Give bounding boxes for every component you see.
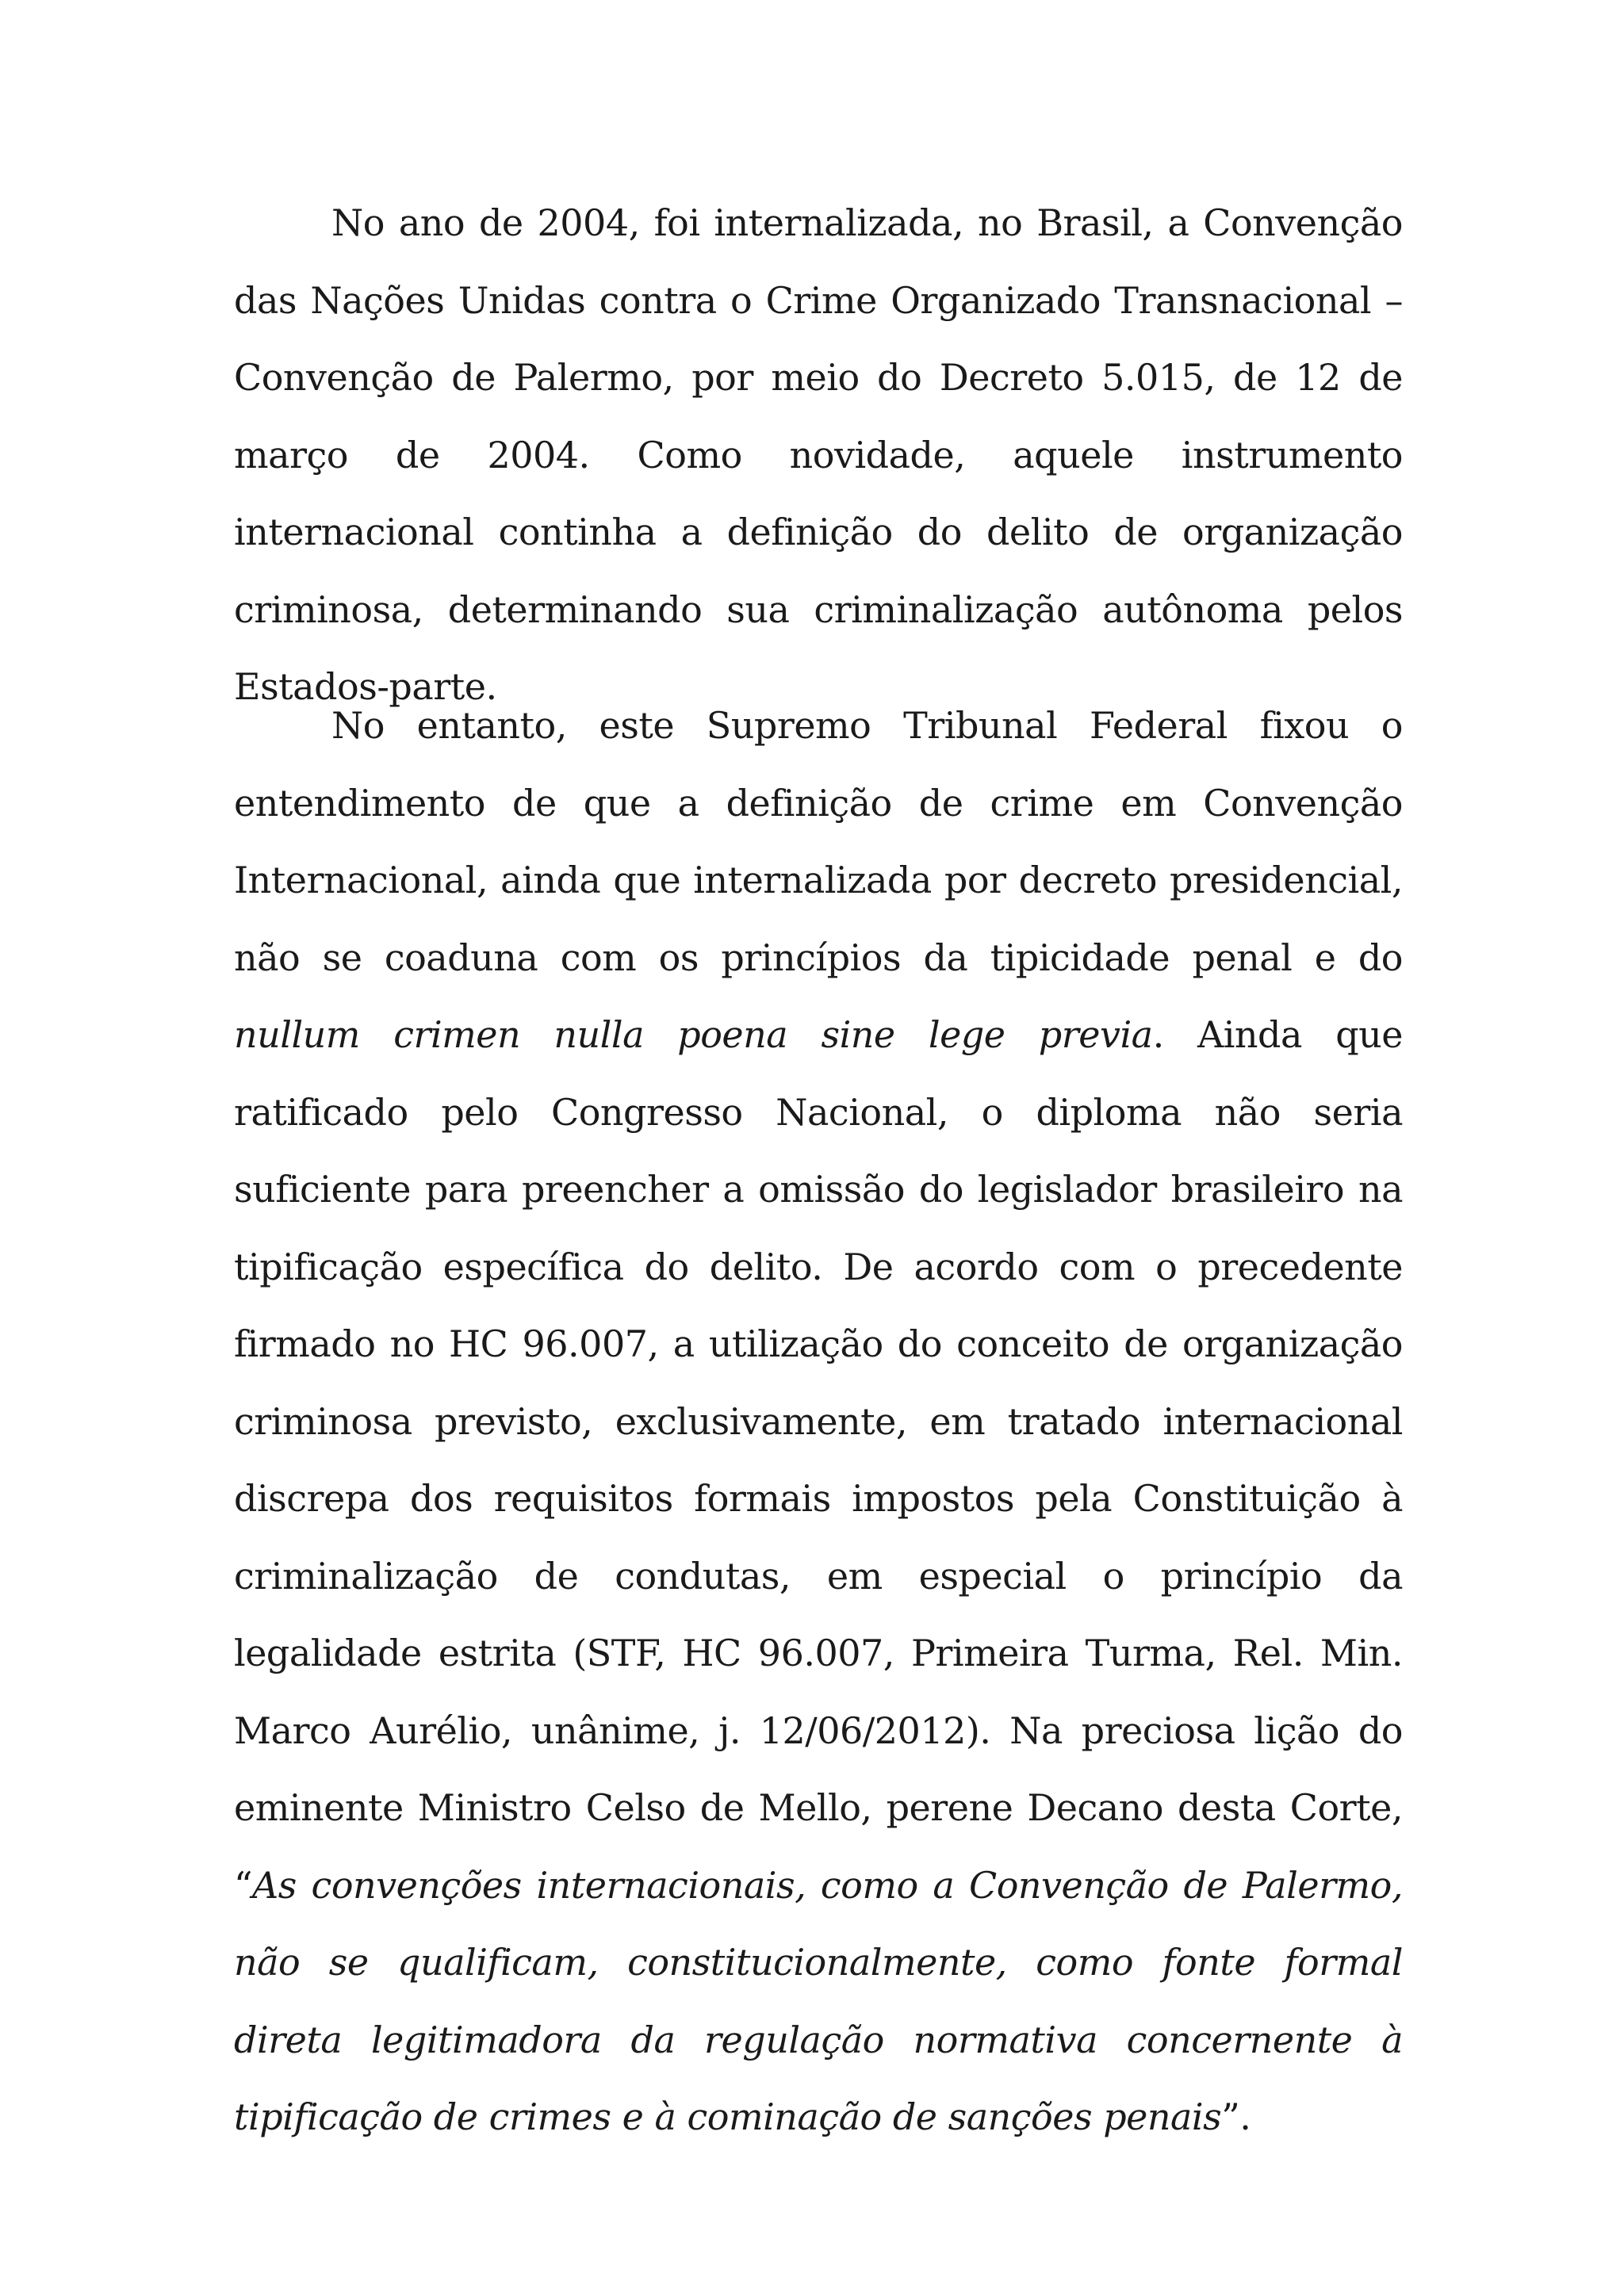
quote-close-mark: ”. xyxy=(1221,2095,1251,2138)
paragraph-convencao-palermo: No ano de 2004, foi internalizada, no Brasil, a Convenção das Nações Unidas contra o Crime Organizado Transnacional – Convenção de Palermo, por meio do Decreto 5.015, de 12 de março de 2004. Como novidade, aquele instrumento internacional continha a definição do delito de organização criminosa, determinando sua criminalização autônoma pelos Estados-parte. xyxy=(234,201,1403,708)
paragraph-stf-entendimento xyxy=(234,687,1403,2156)
latin-maxim: nullum crimen nulla poena sine lege previa xyxy=(234,1013,1153,1056)
paragraph-2-text-a: No entanto, este Supremo Tribunal Federal fixou o entendimento de que a definição de crime em Convenção Internacional, ainda que internalizada por decreto presidencial, não se coaduna com os princípios da tipicidade penal e do xyxy=(234,704,1403,979)
paragraph-2-text-b: . Ainda que ratificado pelo Congresso Nacional, o diploma não seria suficiente para preencher a omissão do legislador brasileiro na tipificação específica do delito. De acordo com o precedente firmado no HC 96.007, a utilização do conceito de organização criminosa previsto, exclusivamente, em tratado internacional discrepa dos requisitos formais impostos pela Constituição à criminalização de condutas, em especial o princípio da legalidade estrita (STF, HC 96.007, Primeira Turma, Rel. Min. Marco Aurélio, unânime, j. 12/06/2012). Na preciosa lição do eminente Ministro Celso de Mello, perene Decano desta Corte, xyxy=(234,1013,1403,1829)
celso-de-mello-quote: As convenções internacionais, como a Convenção de Palermo, não se qualificam, constitucionalmente, como fonte formal direta legitimadora da regulação normativa concernente à tipificação de crimes e à cominação de sanções penais xyxy=(234,1863,1403,2138)
quote-open-mark: “ xyxy=(234,1863,253,1907)
